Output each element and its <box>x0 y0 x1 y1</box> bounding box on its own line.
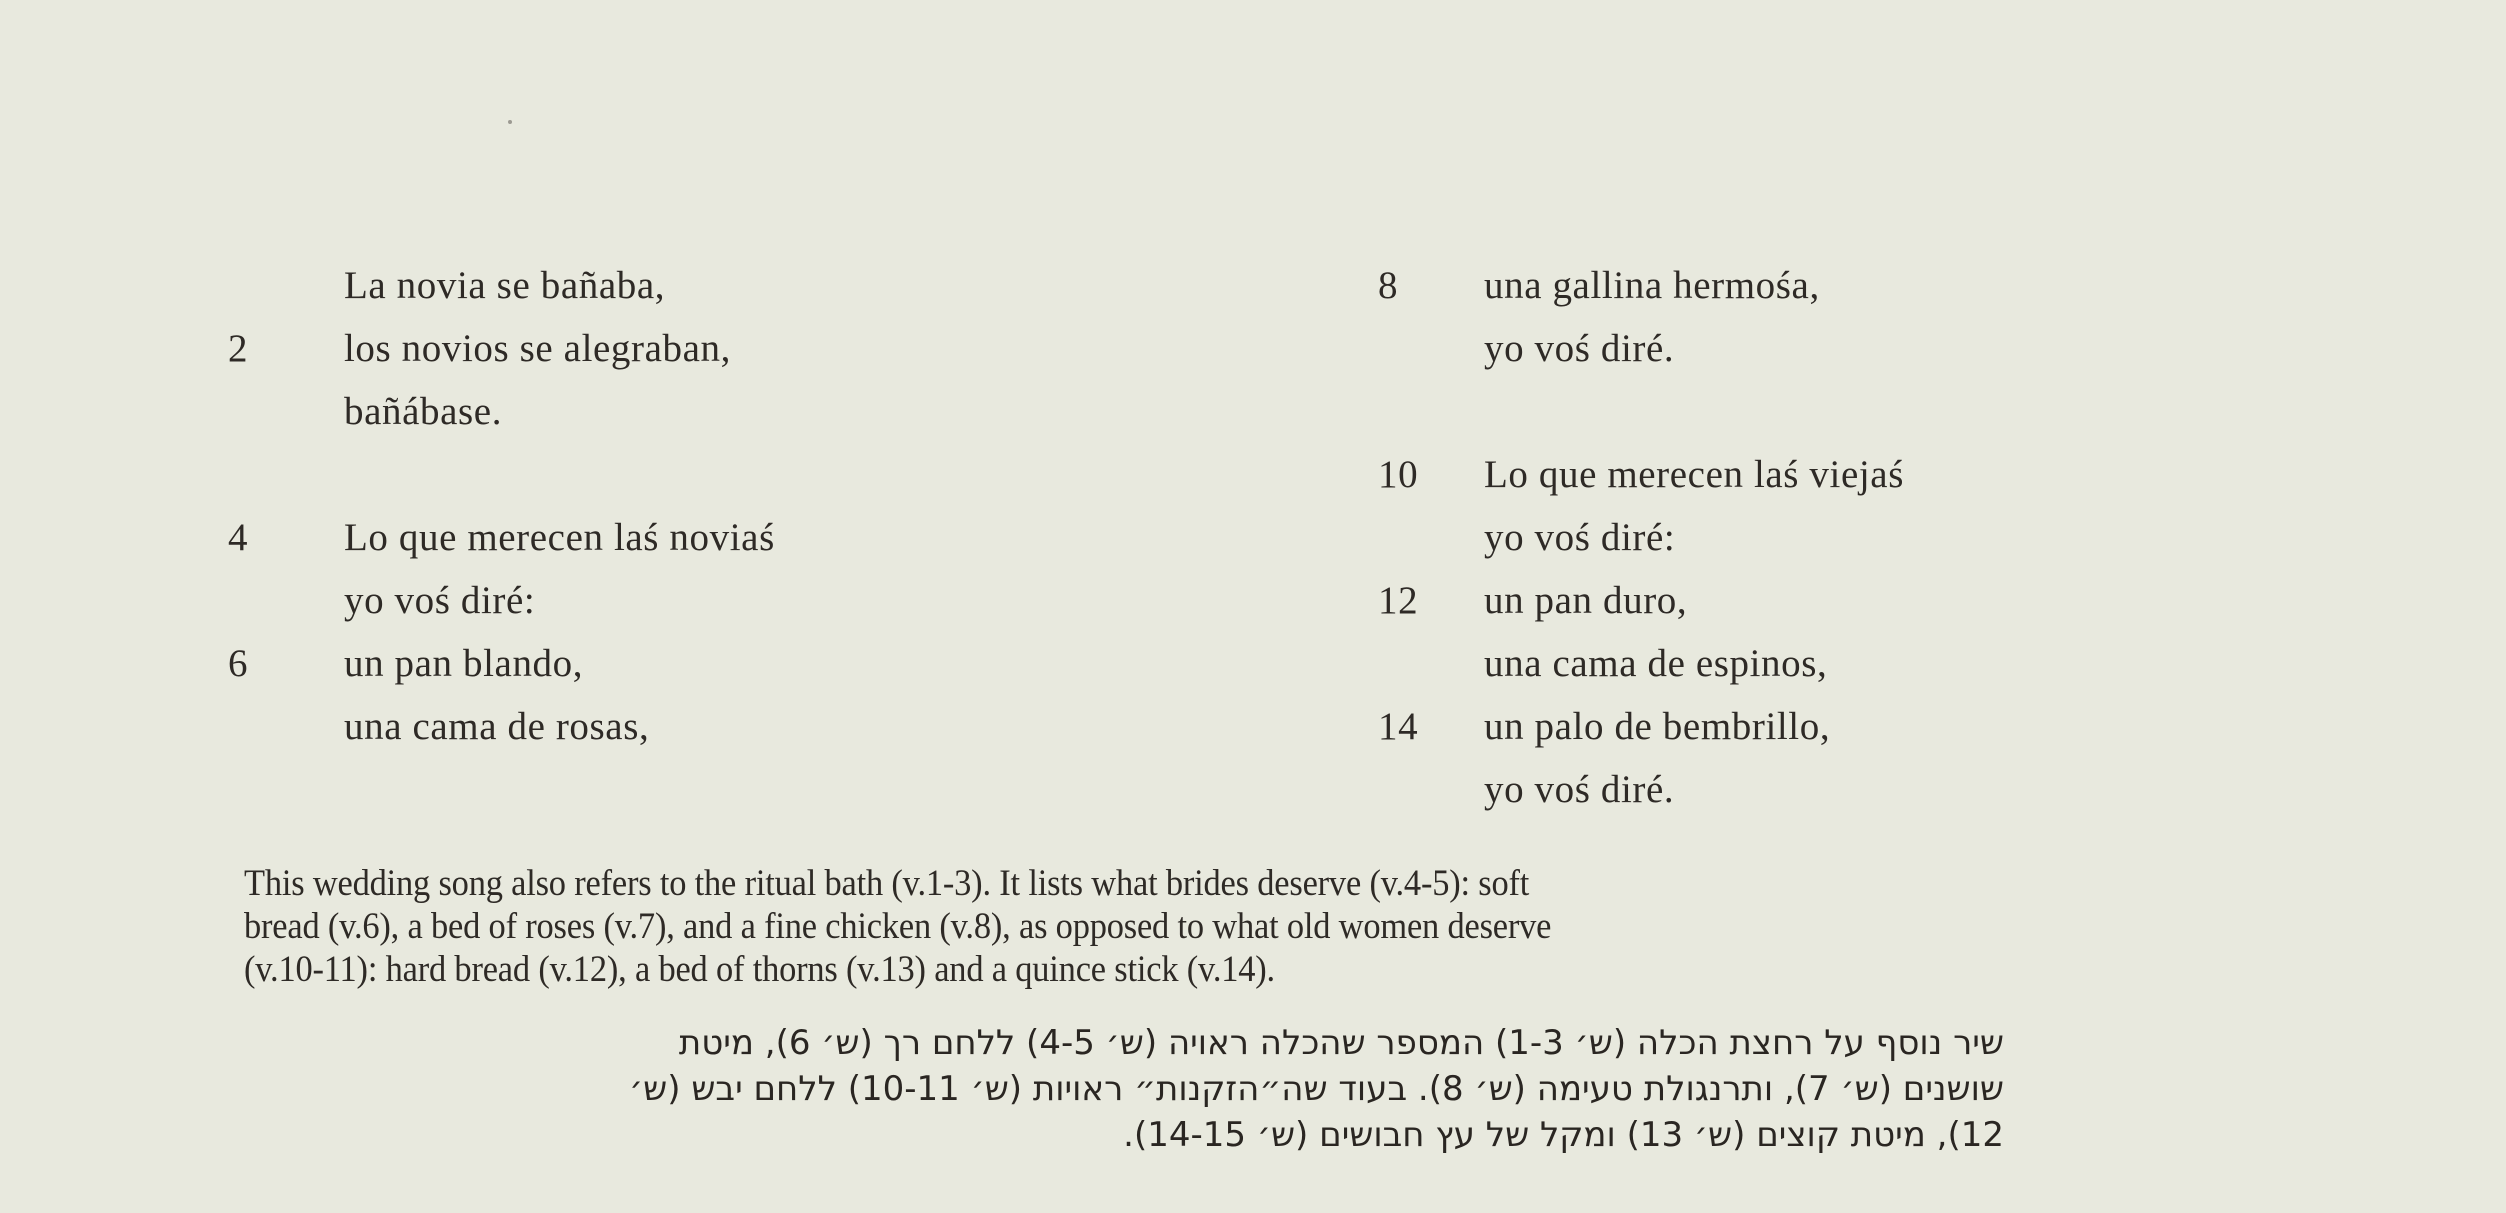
verse-number: 4 <box>228 516 249 559</box>
verse-text: un pan blando, <box>344 642 584 685</box>
verse-text: yo voś diré. <box>1484 327 1675 370</box>
hebrew-commentary <box>244 1020 2004 1158</box>
verse-text: una cama de rosas, <box>344 705 650 748</box>
hebrew-line: שושנים (ש׳ 7), ותרנגולת טעימה (ש׳ 8). בעוד שה״הזקנות״ ראויות (ש׳ 10-11) ללחם יבש (ש׳ <box>629 1069 2004 1109</box>
english-commentary <box>244 862 1881 991</box>
verse-text: los novios se alegraban, <box>344 327 731 370</box>
verse-number: 6 <box>228 642 249 685</box>
verse-number: 12 <box>1378 579 1419 622</box>
verse-number: 10 <box>1378 453 1419 496</box>
verse-text: yo voś diré: <box>344 579 536 622</box>
commentary-line: This wedding song also refers to the ritual bath (v.1-3). It lists what brides deserve (v.4-5): soft <box>244 863 1530 904</box>
verse-text: un pan duro, <box>1484 579 1688 622</box>
hebrew-line: שיר נוסף על רחצת הכלה (ש׳ 1-3) המספר שהכלה ראויה (ש׳ 4-5) ללחם רך (ש׳ 6), מיטת <box>678 1023 2004 1063</box>
verse-number: 2 <box>228 327 249 370</box>
hebrew-line: 12), מיטת קוצים (ש׳ 13) ומקל של עץ חבושים (ש׳ 14-15). <box>1123 1115 2004 1155</box>
verse-text: bañábase. <box>344 390 503 433</box>
commentary-line: (v.10-11): hard bread (v.12), a bed of thorns (v.13) and a quince stick (v.14). <box>244 949 1275 990</box>
verse-text: yo voś diré: <box>1484 516 1676 559</box>
verse-text: La novia se bañaba, <box>344 264 666 307</box>
verse-number: 14 <box>1378 705 1419 748</box>
commentary-line: bread (v.6), a bed of roses (v.7), and a fine chicken (v.8), as opposed to what old women deserve <box>244 906 1552 947</box>
verse-text: Lo que merecen laś noviaś <box>344 516 775 559</box>
paper-speck <box>508 120 512 124</box>
verse-text: un palo de bembrillo, <box>1484 705 1831 748</box>
verse-text: una cama de espinos, <box>1484 642 1828 685</box>
verse-text: Lo que merecen laś viejaś <box>1484 453 1904 496</box>
verse-number: 8 <box>1378 264 1399 307</box>
verse-text: una gallina hermośa, <box>1484 264 1820 307</box>
verse-text: yo voś diré. <box>1484 768 1675 811</box>
